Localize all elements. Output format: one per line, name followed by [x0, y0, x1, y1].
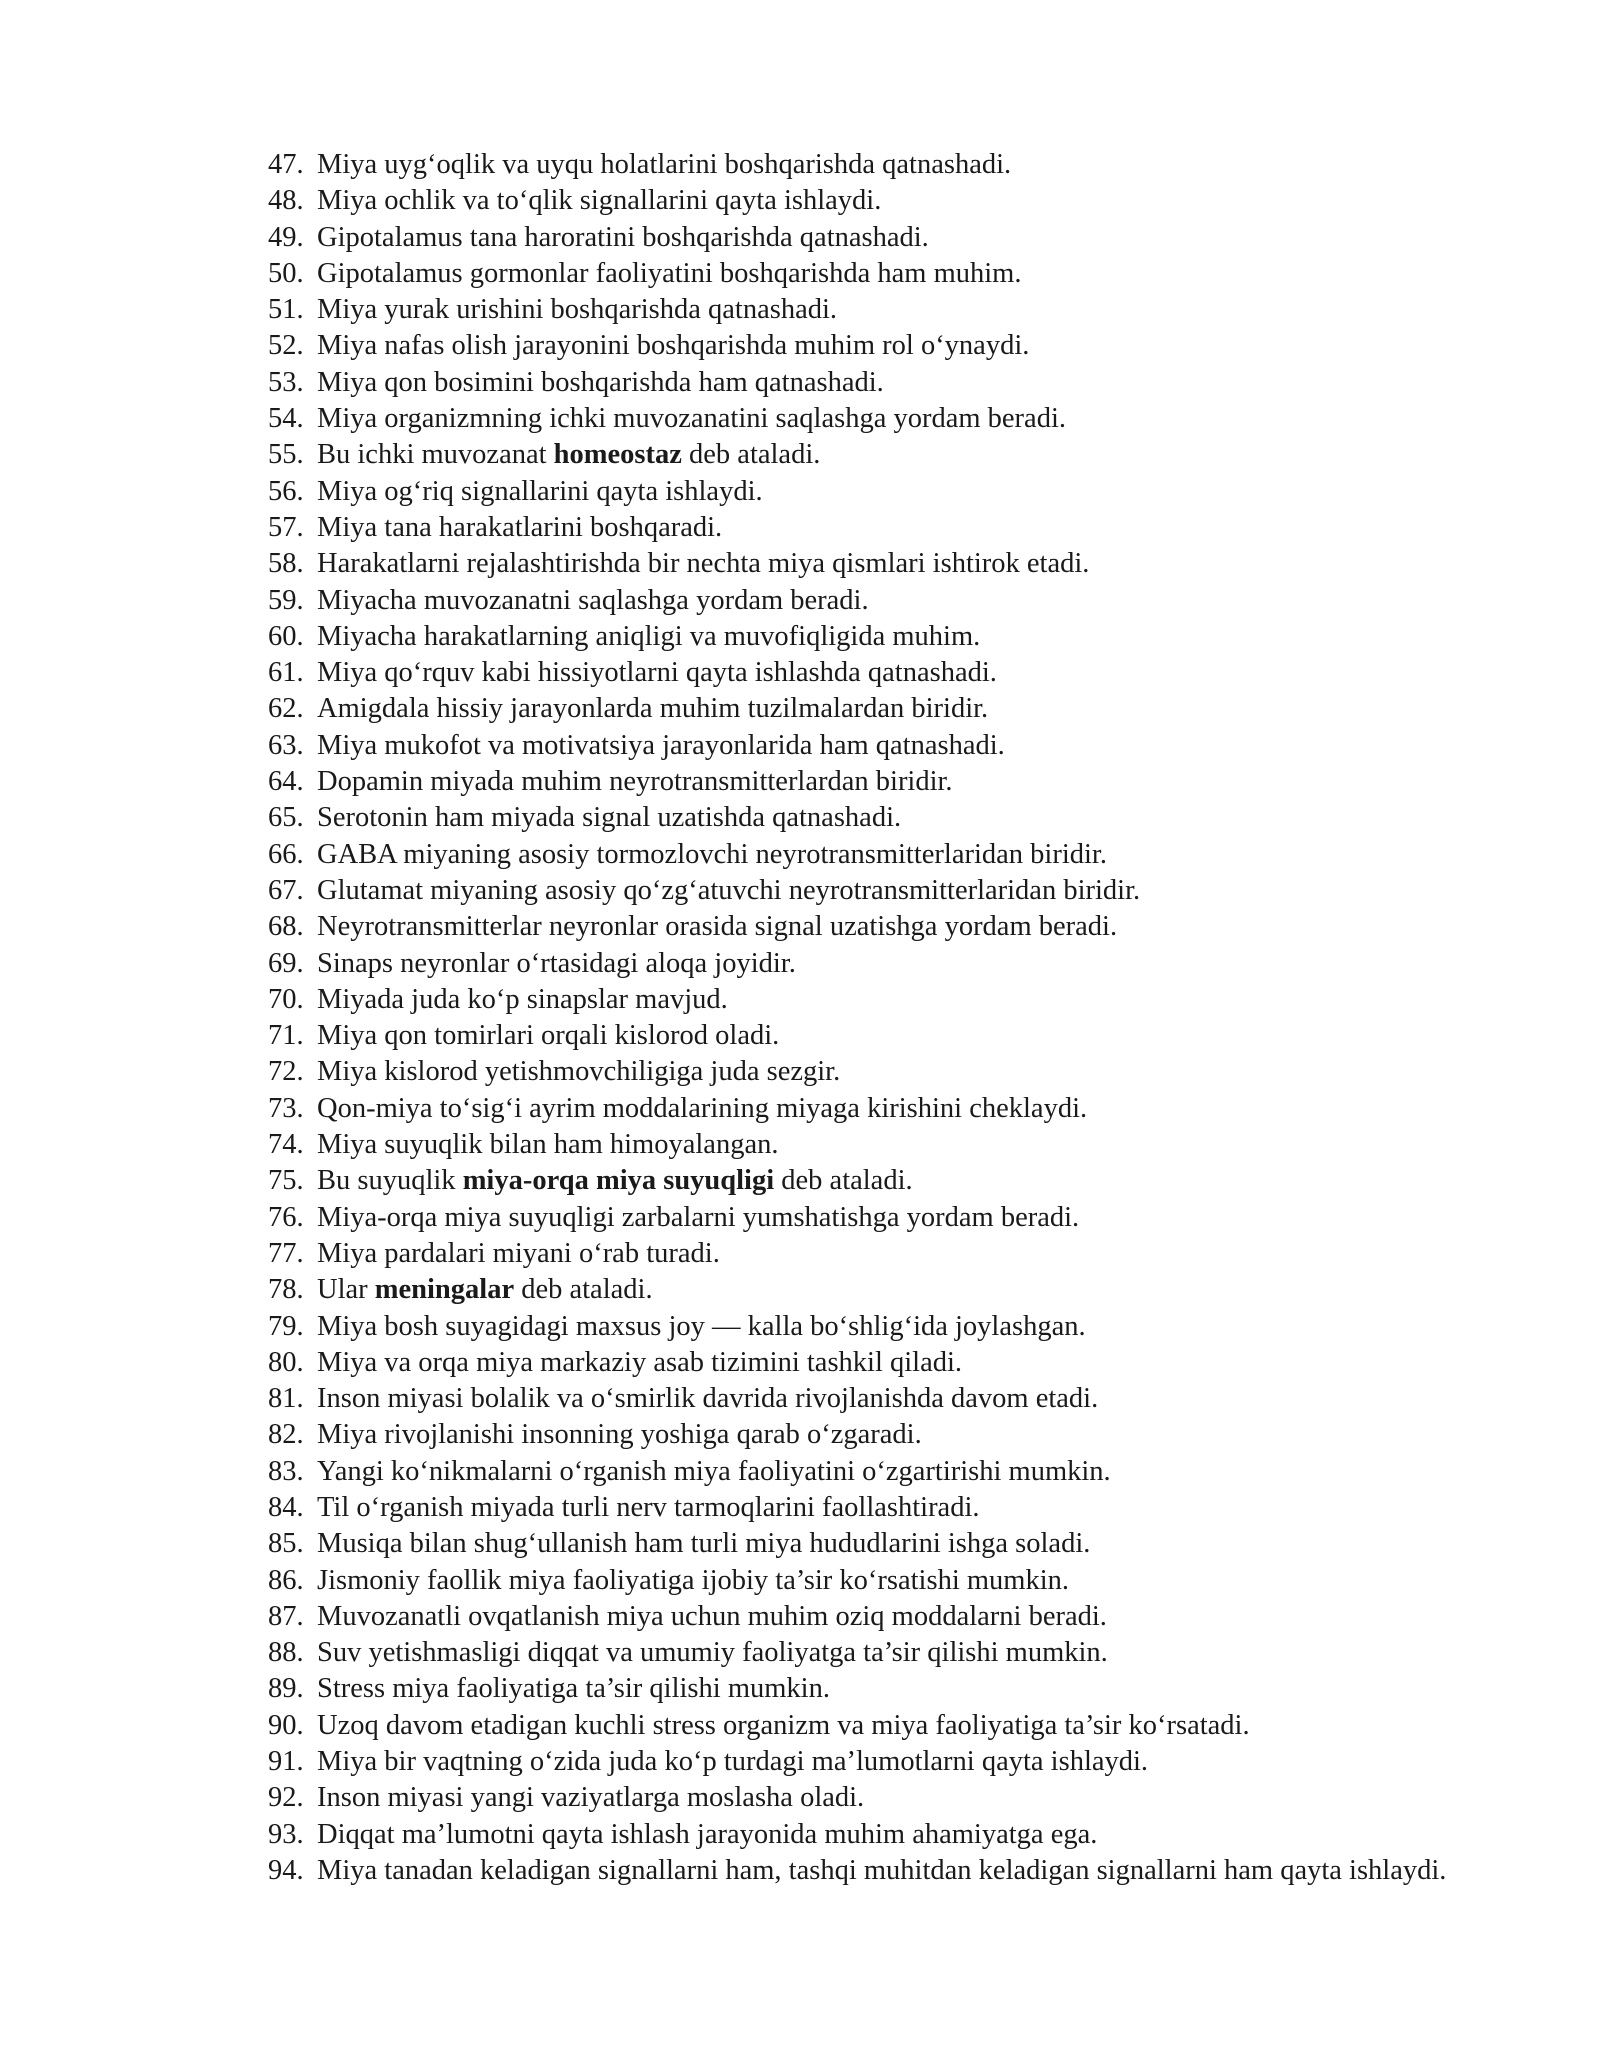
item-number: 77. — [268, 1237, 304, 1269]
item-number: 63. — [268, 729, 304, 761]
list-item — [268, 873, 1458, 909]
item-text — [317, 1381, 1458, 1417]
text-run: Serotonin ham miyada signal uzatishda qatnashadi. — [317, 802, 902, 834]
item-text — [317, 1127, 1458, 1163]
text-run: Diqqat ma’lumotni qayta ishlash jarayonida muhim ahamiyatga ega. — [317, 1818, 1098, 1850]
item-number: 54. — [268, 403, 304, 435]
item-number: 48. — [268, 185, 304, 217]
text-run: Miya ochlik va to‘qlik signallarini qayta ishlaydi. — [317, 185, 882, 217]
item-text — [317, 220, 1458, 256]
list-item — [268, 1526, 1458, 1562]
list-item — [268, 946, 1458, 982]
list-item — [268, 909, 1458, 945]
text-run: Yangi ko‘nikmalarni o‘rganish miya faoliyatini o‘zgartirishi mumkin. — [317, 1455, 1111, 1487]
text-run: Sinaps neyronlar o‘rtasidagi aloqa joyidir. — [317, 947, 796, 979]
item-number: 70. — [268, 983, 304, 1015]
text-run: Miya suyuqlik bilan ham himoyalangan. — [317, 1129, 779, 1161]
list-item — [268, 1345, 1458, 1381]
item-number: 89. — [268, 1673, 304, 1705]
list-item — [268, 1163, 1458, 1199]
item-number: 61. — [268, 657, 304, 689]
item-text — [317, 510, 1458, 546]
list-item — [268, 365, 1458, 401]
text-run: Muvozanatli ovqatlanish miya uchun muhim oziq moddalarni beradi. — [317, 1600, 1107, 1632]
list-item — [268, 1309, 1458, 1345]
item-text — [317, 1817, 1458, 1853]
item-number: 60. — [268, 620, 304, 652]
item-number: 67. — [268, 874, 304, 906]
item-text — [317, 183, 1458, 219]
list-item — [268, 1236, 1458, 1272]
item-text — [317, 982, 1458, 1018]
item-text — [317, 1417, 1458, 1453]
list-item — [268, 1490, 1458, 1526]
item-text — [317, 946, 1458, 982]
item-text — [317, 1708, 1458, 1744]
text-run: Miya qon bosimini boshqarishda ham qatnashadi. — [317, 366, 884, 398]
text-run: Miya organizmning ichki muvozanatini saqlashga yordam beradi. — [317, 403, 1066, 435]
text-run: GABA miyaning asosiy tormozlovchi neyrotransmitterlaridan biridir. — [317, 838, 1107, 870]
item-text — [317, 365, 1458, 401]
text-run: Bu ichki muvozanat — [317, 439, 554, 471]
item-text — [317, 1454, 1458, 1490]
item-text — [317, 256, 1458, 292]
item-text — [317, 1309, 1458, 1345]
text-run: Miya qon tomirlari orqali kislorod oladi. — [317, 1020, 780, 1052]
text-run: Miyada juda ko‘p sinapslar mavjud. — [317, 983, 728, 1015]
text-run: Uzoq davom etadigan kuchli stress organizm va miya faoliyatiga ta’sir ko‘rsatadi. — [317, 1709, 1250, 1741]
list-item — [268, 546, 1458, 582]
item-number: 94. — [268, 1854, 304, 1886]
text-run: deb ataladi. — [514, 1274, 653, 1306]
text-run: Harakatlarni rejalashtirishda bir nechta miya qismlari ishtirok etadi. — [317, 548, 1090, 580]
list-item — [268, 982, 1458, 1018]
item-number: 59. — [268, 584, 304, 616]
item-text — [317, 800, 1458, 836]
list-item — [268, 1744, 1458, 1780]
item-number: 56. — [268, 475, 304, 507]
item-number: 79. — [268, 1310, 304, 1342]
text-run: Miya uyg‘oqlik va uyqu holatlarini boshqarishda qatnashadi. — [317, 149, 1012, 180]
item-text — [317, 728, 1458, 764]
text-run: Miya og‘riq signallarini qayta ishlaydi. — [317, 475, 763, 507]
item-number: 69. — [268, 947, 304, 979]
list-item — [268, 691, 1458, 727]
list-item — [268, 1127, 1458, 1163]
text-run: deb ataladi. — [681, 439, 821, 471]
item-number: 73. — [268, 1092, 304, 1124]
item-text — [317, 1526, 1458, 1562]
item-text — [317, 1563, 1458, 1599]
text-run: Stress miya faoliyatiga ta’sir qilishi mumkin. — [317, 1673, 830, 1705]
list-item — [268, 1708, 1458, 1744]
item-text — [317, 292, 1458, 328]
bold-term: miya-orqa miya suyuqligi — [462, 1165, 775, 1197]
text-run: Miya bir vaqtning o‘zida juda ko‘p turdagi ma’lumotlarni qayta ishlaydi. — [317, 1746, 1149, 1778]
item-number: 90. — [268, 1709, 304, 1741]
item-number: 78. — [268, 1274, 304, 1306]
item-text — [317, 1200, 1458, 1236]
item-text — [317, 909, 1458, 945]
text-run: Amigdala hissiy jarayonlarda muhim tuzilmalardan biridir. — [317, 693, 989, 725]
bold-term: meningalar — [374, 1274, 515, 1306]
item-text — [317, 546, 1458, 582]
text-run: Miya yurak urishini boshqarishda qatnashadi. — [317, 294, 838, 326]
list-item — [268, 1817, 1458, 1853]
item-text — [317, 147, 1458, 183]
list-item — [268, 1671, 1458, 1707]
item-number: 91. — [268, 1746, 304, 1778]
item-number: 58. — [268, 548, 304, 580]
list-item — [268, 256, 1458, 292]
text-run: Miya kislorod yetishmovchiligiga juda sezgir. — [317, 1056, 841, 1088]
list-item — [268, 1091, 1458, 1127]
item-text — [317, 583, 1458, 619]
text-run: Miya tanadan keladigan signallarni ham, tashqi muhitdan keladigan signallarni ham qayta ishlaydi. — [317, 1854, 1447, 1886]
list-item — [268, 1635, 1458, 1671]
item-text — [317, 474, 1458, 510]
numbered-list — [268, 147, 1458, 1889]
text-run: Miya-orqa miya suyuqligi zarbalarni yumshatishga yordam beradi. — [317, 1201, 1080, 1233]
list-item — [268, 837, 1458, 873]
list-item — [268, 1272, 1458, 1308]
item-number: 81. — [268, 1383, 304, 1415]
list-item — [268, 583, 1458, 619]
item-number: 57. — [268, 511, 304, 543]
text-run: Miya bosh suyagidagi maxsus joy — kalla bo‘shlig‘ida joylashgan. — [317, 1310, 1086, 1342]
text-run: Suv yetishmasligi diqqat va umumiy faoliyatga ta’sir qilishi mumkin. — [317, 1637, 1108, 1669]
item-number: 71. — [268, 1020, 304, 1052]
text-run: Miya nafas olish jarayonini boshqarishda muhim rol o‘ynaydi. — [317, 330, 1030, 362]
item-number: 53. — [268, 366, 304, 398]
item-text — [317, 655, 1458, 691]
item-number: 72. — [268, 1056, 304, 1088]
list-item — [268, 800, 1458, 836]
item-text — [317, 1635, 1458, 1671]
item-text — [317, 328, 1458, 364]
list-item — [268, 1018, 1458, 1054]
list-item — [268, 764, 1458, 800]
item-number: 76. — [268, 1201, 304, 1233]
text-run: Inson miyasi yangi vaziyatlarga moslasha oladi. — [317, 1782, 865, 1814]
text-run: deb ataladi. — [774, 1165, 913, 1197]
item-number: 82. — [268, 1419, 304, 1451]
list-item — [268, 1599, 1458, 1635]
item-number: 49. — [268, 221, 304, 253]
item-text — [317, 1345, 1458, 1381]
text-run: Miya mukofot va motivatsiya jarayonlarida ham qatnashadi. — [317, 729, 1005, 761]
list-item — [268, 147, 1458, 183]
text-run: Gipotalamus tana haroratini boshqarishda qatnashadi. — [317, 221, 929, 253]
item-text — [317, 1780, 1458, 1816]
list-item — [268, 328, 1458, 364]
item-number: 88. — [268, 1637, 304, 1669]
list-item — [268, 728, 1458, 764]
text-run: Miya tana harakatlarini boshqaradi. — [317, 511, 723, 543]
item-text — [317, 837, 1458, 873]
text-run: Ular — [317, 1274, 375, 1306]
text-run: Bu suyuqlik — [317, 1165, 463, 1197]
list-item — [268, 510, 1458, 546]
list-item — [268, 1417, 1458, 1453]
item-number: 74. — [268, 1129, 304, 1161]
item-text — [317, 619, 1458, 655]
list-item — [268, 1563, 1458, 1599]
list-item — [268, 1454, 1458, 1490]
item-number: 64. — [268, 766, 304, 798]
text-run: Neyrotransmitterlar neyronlar orasida signal uzatishga yordam beradi. — [317, 911, 1118, 943]
text-run: Inson miyasi bolalik va o‘smirlik davrida rivojlanishda davom etadi. — [317, 1383, 1099, 1415]
item-number: 92. — [268, 1782, 304, 1814]
text-run: Jismoniy faollik miya faoliyatiga ijobiy ta’sir ko‘rsatishi mumkin. — [317, 1564, 1069, 1596]
text-run: Dopamin miyada muhim neyrotransmitterlardan biridir. — [317, 766, 953, 798]
item-text — [317, 1853, 1458, 1889]
text-run: Musiqa bilan shug‘ullanish ham turli miya hududlarini ishga soladi. — [317, 1528, 1091, 1560]
text-run: Til o‘rganish miyada turli nerv tarmoqlarini faollashtiradi. — [317, 1491, 980, 1523]
item-text — [317, 1054, 1458, 1090]
item-number: 65. — [268, 802, 304, 834]
text-run: Miya qo‘rquv kabi hissiyotlarni qayta ishlashda qatnashadi. — [317, 657, 997, 689]
item-number: 85. — [268, 1528, 304, 1560]
item-number: 75. — [268, 1165, 304, 1197]
text-run: Qon-miya to‘sig‘i ayrim moddalarining miyaga kirishini cheklaydi. — [317, 1092, 1088, 1124]
item-number: 51. — [268, 294, 304, 326]
item-text — [317, 437, 1458, 473]
item-text — [317, 401, 1458, 437]
text-run: Glutamat miyaning asosiy qo‘zg‘atuvchi neyrotransmitterlaridan biridir. — [317, 874, 1141, 906]
item-text — [317, 873, 1458, 909]
item-text — [317, 1272, 1458, 1308]
text-run: Miya va orqa miya markaziy asab tizimini tashkil qiladi. — [317, 1346, 963, 1378]
item-text — [317, 1236, 1458, 1272]
item-number: 68. — [268, 911, 304, 943]
list-item — [268, 1054, 1458, 1090]
list-item — [268, 292, 1458, 328]
text-run: Miya pardalari miyani o‘rab turadi. — [317, 1237, 720, 1269]
item-number: 86. — [268, 1564, 304, 1596]
item-text — [317, 1671, 1458, 1707]
list-item — [268, 1780, 1458, 1816]
list-item — [268, 1200, 1458, 1236]
item-text — [317, 1744, 1458, 1780]
list-item — [268, 437, 1458, 473]
item-text — [317, 1490, 1458, 1526]
item-number: 52. — [268, 330, 304, 362]
list-item — [268, 1381, 1458, 1417]
item-number: 47. — [268, 149, 304, 180]
item-text — [317, 764, 1458, 800]
item-number: 55. — [268, 439, 304, 471]
list-item — [268, 474, 1458, 510]
text-run: Miyacha harakatlarning aniqligi va muvofiqligida muhim. — [317, 620, 981, 652]
list-item — [268, 619, 1458, 655]
list-item — [268, 655, 1458, 691]
item-number: 80. — [268, 1346, 304, 1378]
bold-term: homeostaz — [553, 439, 682, 471]
item-number: 87. — [268, 1600, 304, 1632]
item-text — [317, 1163, 1458, 1199]
list-item — [268, 401, 1458, 437]
list-item — [268, 183, 1458, 219]
text-run: Gipotalamus gormonlar faoliyatini boshqarishda ham muhim. — [317, 257, 1022, 289]
item-number: 62. — [268, 693, 304, 725]
item-number: 84. — [268, 1491, 304, 1523]
item-number: 50. — [268, 257, 304, 289]
item-text — [317, 1599, 1458, 1635]
item-text — [317, 691, 1458, 727]
text-run: Miyacha muvozanatni saqlashga yordam beradi. — [317, 584, 869, 616]
item-text — [317, 1091, 1458, 1127]
text-run: Miya rivojlanishi insonning yoshiga qarab o‘zgaradi. — [317, 1419, 922, 1451]
item-text — [317, 1018, 1458, 1054]
item-number: 83. — [268, 1455, 304, 1487]
item-number: 93. — [268, 1818, 304, 1850]
item-number: 66. — [268, 838, 304, 870]
list-item — [268, 220, 1458, 256]
list-item — [268, 1853, 1458, 1889]
